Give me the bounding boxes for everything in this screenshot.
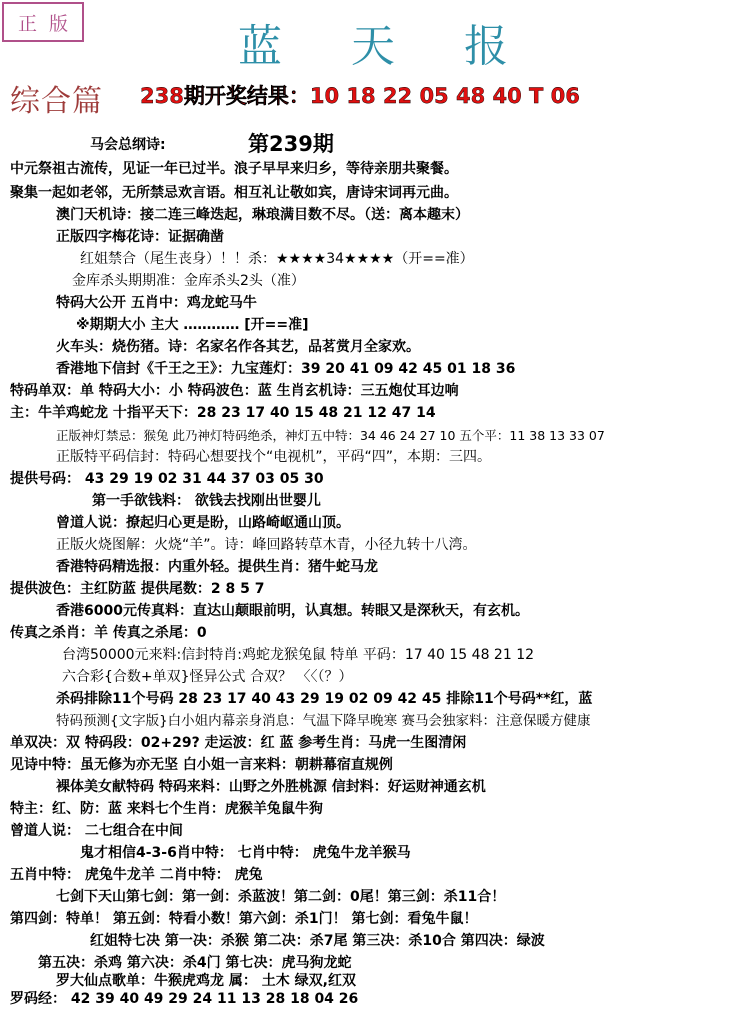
text-line: 六合彩{合数+单双}怪异公式 合双？ 〈〈（？） (62, 669, 353, 685)
text-line: 特主：红、防：蓝 来料七个生肖：虎猴羊兔鼠牛狗 (10, 801, 323, 817)
text-line: 杀码排除11个号码 28 23 17 40 43 29 19 02 09 42 45 排除11个号码**红，蓝 (56, 691, 593, 707)
title-char: 天 (351, 21, 395, 72)
text-line: 第一手欲钱料： 欲钱去找刚出世婴儿 (92, 493, 321, 509)
authentic-stamp (2, 2, 84, 42)
text-line: 香港地下信封《千王之王》：九宝莲灯：39 20 41 09 42 45 01 18 36 (56, 361, 516, 377)
text-line: 正版火烧图解：火烧“羊”。诗：峰回路转草木青，小径九转十八湾。 (56, 537, 477, 553)
text-line: 见诗中特：虽无修为亦无坚 白小姐一言来料：朝耕幕宿直规例 (10, 757, 393, 773)
text-line: 火车头：烧伤猪。诗：名家名作各其艺，品茗赏月全家欢。 (56, 339, 420, 355)
text-line: 台湾50000元来料:信封特肖:鸡蛇龙猴兔鼠 特单 平码：17 40 15 48 21 12 (62, 647, 535, 663)
text-line: 澳门天机诗：接二连三峰迭起，琳琅满目数不尽。（送：离本趣末） (56, 207, 469, 223)
title-char: 蓝 (238, 21, 282, 72)
text-line: 马会总纲诗: (90, 137, 166, 153)
text-line: 七剑下天山第七剑：第一剑：杀蓝波！第二剑：0尾！第三剑：杀11合！ (56, 889, 506, 905)
text-line: 香港特码精选报：内重外轻。提供生肖：猪牛蛇马龙 (56, 559, 378, 575)
issue-number: 第239期 (248, 132, 334, 156)
stamp-char-left: 正 (17, 12, 37, 35)
text-line: 正版四字梅花诗：证据确凿 (56, 229, 224, 245)
text-line: 第四剑：特单！ 第五剑：特看小数！第六剑：杀1门！ 第七剑：看兔牛鼠！ (10, 911, 478, 927)
text-line: 鬼才相信4-3-6肖中特： 七肖中特： 虎兔牛龙羊猴马 (80, 845, 411, 861)
text-line: 金库杀头期期准：金库杀头2头（准） (72, 273, 305, 289)
text-line: 提供号码： 43 29 19 02 31 44 37 03 05 30 (10, 471, 324, 487)
text-line: 聚集一起如老邻，无所禁忌欢言语。相互礼让敬如宾，唐诗宋词再元曲。 (10, 185, 458, 201)
text-line: 罗大仙点歌单：牛猴虎鸡龙 属： 土木 绿双,红双 (56, 973, 356, 989)
text-line: 特码大公开 五肖中：鸡龙蛇马牛 (56, 295, 257, 311)
text-line: 曾道人说： 二七组合在中间 (10, 823, 183, 839)
text-line: 罗码经： 42 39 40 49 29 24 11 13 28 18 04 26 (10, 991, 359, 1007)
draw-result: 238期开奖结果：10 18 22 05 48 40 T 06 (140, 84, 580, 108)
text-line: 香港6000元传真料：直达山颠眼前明，认真想。转眼又是深秋天，有玄机。 (56, 603, 529, 619)
stamp-char-right: 版 (48, 12, 68, 35)
text-line: 红姐禁合（尾生丧身）！！杀：★★★★34★★★★（开==准） (80, 251, 474, 267)
newspaper-title (238, 14, 508, 70)
text-line: 正版神灯禁忌：猴兔 此乃神灯特码绝杀，神灯五中特：34 46 24 27 10 五个平：11 38 13 33 07 (56, 428, 605, 443)
text-line: 单双决：双 特码段：02+29? 走运波：红 蓝 参考生肖：马虎一生图清闲 (10, 735, 467, 751)
text-line: 提供波色：主红防蓝 提供尾数：2 8 5 7 (10, 581, 265, 597)
text-line: 曾道人说：撩起归心更是盼，山路崎岖通山顶。 (56, 515, 350, 531)
text-line: 传真之杀肖：羊 传真之杀尾：0 (10, 625, 207, 641)
text-line: 红姐特七决 第一决：杀猴 第二决：杀7尾 第三决：杀10合 第四决：绿波 (90, 933, 545, 949)
text-line: 裸体美女献特码 特码来料：山野之外胜桃源 信封料：好运财神通玄机 (56, 779, 486, 795)
text-line: 特码预测{文字版}白小姐内幕亲身消息：气温下降早晚寒 赛马会独家料：注意保暖方健康 (56, 713, 591, 729)
text-line: 中元祭祖古流传，见证一年已过半。浪子早早来归乡，等待亲朋共聚餐。 (10, 161, 458, 177)
text-line: 主：牛羊鸡蛇龙 十指平天下：28 23 17 40 15 48 21 12 47 14 (10, 405, 436, 421)
text-line: 第五决：杀鸡 第六决：杀4门 第七决：虎马狗龙蛇 (38, 955, 352, 971)
text-line: ※期期大小 主大 ………… [开==准] (76, 317, 309, 333)
title-char: 报 (464, 21, 508, 72)
text-line: 特码单双：单 特码大小：小 特码波色：蓝 生肖玄机诗：三五炮仗耳边响 (10, 383, 459, 399)
text-line: 五肖中特： 虎兔牛龙羊 二肖中特： 虎兔 (10, 867, 263, 883)
section-heading: 综合篇 (10, 84, 103, 119)
text-line: 正版特平码信封：特码心想要找个“电视机”，平码“四”，本期：三四。 (56, 449, 492, 465)
